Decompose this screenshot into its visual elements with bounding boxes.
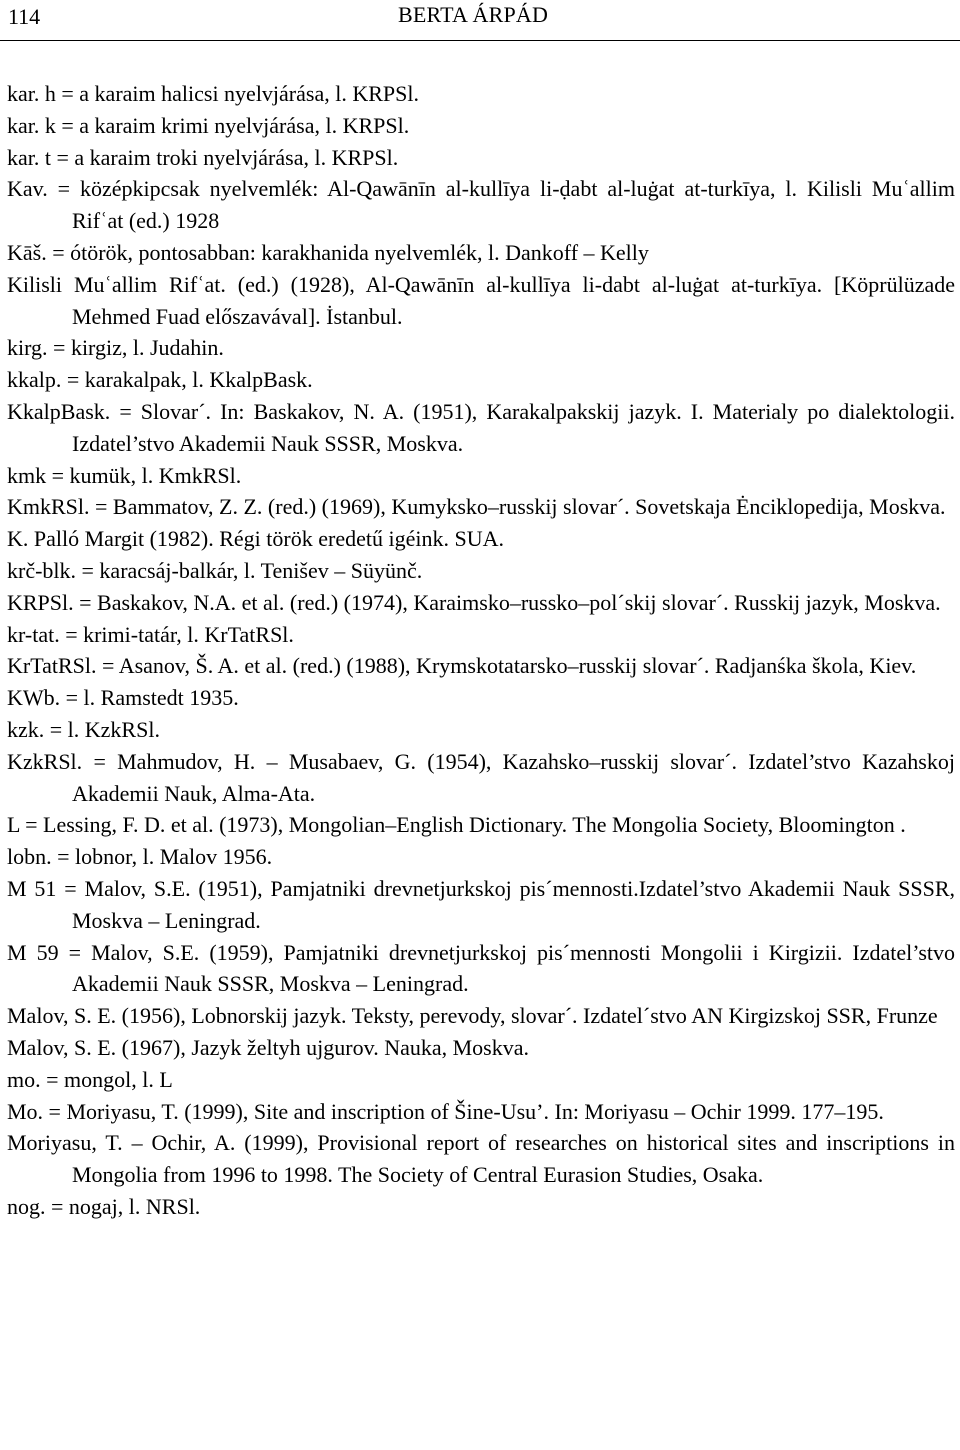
list-item: nog. = nogaj, l. NRSl. bbox=[7, 1193, 201, 1219]
list-item: L = Lessing, F. D. et al. (1973), Mongolian–English Dictionary. The Mongolia Society, Bloomington . bbox=[7, 812, 906, 838]
list-item: kr-tat. = krimi-tatár, l. KrTatRSl. bbox=[7, 621, 294, 647]
list-item: KmkRSl. = Bammatov, Z. Z. (red.) (1969), Kumyksko–russkij slovar´. Sovetskaja Ėnciklopedija, Moskva. bbox=[7, 494, 946, 520]
list-item: KzkRSl. = Mahmudov, H. – Musabaev, G. (1954), Kazahsko–russkij slovar´. Izdatel’stvo Kazahskoj Akademii Nauk, Alma-Ata. bbox=[7, 748, 955, 806]
page-number: 114 bbox=[8, 4, 41, 29]
list-item: Malov, S. E. (1967), Jazyk želtyh ujgurov. Nauka, Moskva. bbox=[7, 1034, 529, 1060]
list-item: kar. k = a karaim krimi nyelvjárása, l. KRPSl. bbox=[7, 112, 410, 138]
list-item: Kāš. = ótörök, pontosabban: karakhanida nyelvemlék, l. Dankoff – Kelly bbox=[7, 239, 649, 265]
list-item: KrTatRSl. = Asanov, Š. A. et al. (red.) (1988), Krymskotatarsko–russkij slovar´. Radjanśka škola, Kiev. bbox=[7, 653, 917, 679]
list-item: kirg. = kirgiz, l. Judahin. bbox=[7, 335, 224, 361]
list-item: Mo. = Moriyasu, T. (1999), Site and inscription of Šine-Usu’. In: Moriyasu – Ochir 1999. 177–195. bbox=[7, 1098, 884, 1124]
list-item: Kav. = középkipcsak nyelvemlék: Al-Qawānīn al-kullīya li-ḍabt al-luġat at-turkīya, l. Kilisli Muʿallim Rifʿat (ed.) 1928 bbox=[7, 176, 955, 234]
list-item: Kilisli Muʿallim Rifʿat. (ed.) (1928), Al-Qawānīn al-kullīya li-dabt al-luġat at-turkīya. [Köprülüzade Mehmed Fuad előszavával]. İstanbul. bbox=[7, 271, 955, 329]
list-item: KWb. = l. Ramstedt 1935. bbox=[7, 685, 239, 711]
running-head: BERTA ÁRPÁD bbox=[398, 2, 549, 27]
list-item: mo. = mongol, l. L bbox=[7, 1066, 173, 1092]
list-item: lobn. = lobnor, l. Malov 1956. bbox=[7, 844, 273, 870]
list-item: krč-blk. = karacsáj-balkár, l. Tenišev – Süyünč. bbox=[7, 557, 423, 583]
page-header bbox=[0, 0, 960, 41]
list-item: KkalpBask. = Slovar´. In: Baskakov, N. A. (1951), Karakalpakskij jazyk. I. Materialy po dialektologii. Izdatel’stvo Akademii Nauk SSSR, Moskva. bbox=[7, 398, 955, 456]
list-item: Malov, S. E. (1956), Lobnorskij jazyk. Teksty, perevody, slovar´. Izdatel´stvo AN Kirgizskoj SSR, Frunze bbox=[7, 1003, 938, 1029]
list-item: KRPSl. = Baskakov, N.A. et al. (red.) (1974), Karaimsko–russko–pol´skij slovar´. Russkij jazyk, Moskva. bbox=[7, 589, 941, 615]
list-item: Moriyasu, T. – Ochir, A. (1999), Provisional report of researches on historical sites and inscriptions in Mongolia from 1996 to 1998. The Society of Central Eurasion Studies, Osaka. bbox=[7, 1130, 955, 1188]
list-item: kar. t = a karaim troki nyelvjárása, l. KRPSl. bbox=[7, 144, 399, 170]
list-item: kkalp. = karakalpak, l. KkalpBask. bbox=[7, 367, 313, 393]
list-item: M 59 = Malov, S.E. (1959), Pamjatniki drevnetjurkskoj pis´mennosti Mongolii i Kirgizii. Izdatel’stvo Akademii Nauk SSSR, Moskva – Leningrad. bbox=[7, 939, 955, 997]
list-item: M 51 = Malov, S.E. (1951), Pamjatniki drevnetjurkskoj pis´mennosti.Izdatel’stvo Akademii Nauk SSSR, Moskva – Leningrad. bbox=[7, 875, 955, 933]
list-item: K. Palló Margit (1982). Régi török eredetű igéink. SUA. bbox=[7, 526, 504, 552]
list-item: kmk = kumük, l. KmkRSl. bbox=[7, 462, 242, 488]
list-item: kzk. = l. KzkRSl. bbox=[7, 716, 160, 742]
abbreviation-list bbox=[7, 78, 955, 1223]
list-item: kar. h = a karaim halicsi nyelvjárása, l. KRPSl. bbox=[7, 81, 419, 106]
